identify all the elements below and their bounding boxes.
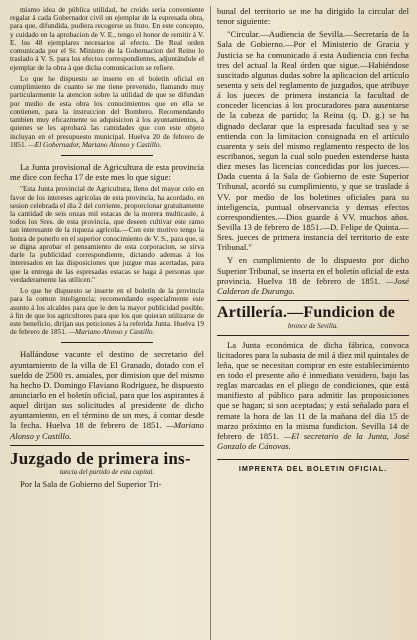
paragraph: Por la Sala de Gobierno del Superior Tri- [20, 478, 162, 489]
paragraph: La Junta provisional de Agricultura de esta provincia me dice con fecha 17 de este mes lo que sigue: [10, 161, 204, 183]
paragraph: Lo que he dispuesto se inserte en el boletín de la provincia para la comun inteligencia; recomendando especialmente este asunto á los alcaldes para que le den la mayor publicidad posible, á fin de que los agricultores para que los que quieran utilizarse de este beneficio, dirijan sus peticiones á la referida Junta. Huelva 19 de febrero de 1851. —Mariano Alonso y Castillo. [10, 286, 204, 337]
signature: —Mariano Alonso y Castillo. [68, 327, 155, 337]
section-heading: Artillería.—Fundicion de [216, 303, 396, 321]
signature: —El secretario de la Junta, José Gonzalo de Cánovas. [216, 430, 409, 452]
paragraph: La Junta económica de dicha fábrica, convoca licitadores para la subasta de mil á diez mil quintales de leña, que se necesitan comprar en este establecimiento en todo el presente año é inmediato venidero, bajo las reglas marcadas en el pliego de condiciones, que está manifiesto al público para admitir las proposiciones que se hagan; si son aceptadas; y está señalado para el remate la hora de las 11 de la mañana del día 15 de marzo próximo en la misma fundicion. Sevilla 14 de febrero de 1851. —El secretario de la Junta, José Gonzalo de Cánovas. [216, 339, 409, 452]
paragraph: Y en cumplimiento de lo dispuesto por dicho Superior Tribunal, se inserta en el boletín oficial de esta provincia. Huelva 18 de febrero de 1851. —José Calderon de Durango. [216, 255, 409, 296]
paragraph: Lo que he dispuesto se inserte en el boletín oficial en cumplimiento de cuanto se me tiene prevenido, llamando muy particularmente la atencion sobre la utilidad de que se difundan por medio de esta obra los conocimientos que en ella se contienen, para la instruccion del Bombero. Recomendando tambien muy eficazmente su adquisicion á los ayuntamientos, á quienes se les aprobará las cantidades que con este objeto incluyan en el presupuesto municipal. Huelva 20 de febrero de 1851. —El Gobernador, Mariano Alonso y Castillo. [10, 73, 204, 149]
paragraph: "Circular.—Audiencia de Sevilla.—Secretaría de la Sala de Gobierno.—Por el Ministerio de Gracia y Justicia se ha comunicado á esta Audiencia con fecha tres del actual la Real órden que sigue.—Habiéndose suscitado algunas dudas sobre la aplicacion del artículo sesenta y seis del reglamento de juzgados, que atribuye á los jueces de primera instancia la facultad de conceder licencias á los procuradores para ausentarse de la cabeza de partido; la Reina (q. D. g.) se ha dignado declarar que la espresada facultad sea y se entienda con la limitacion consignada en el artículo cuarenta y seis del mismo reglamento respecto de los escribanos, segun la cual solo pueden estenderse hasta diez meses las licencias concedidas por los jueces.—Dada cuenta á la Sala de Gobierno de este Superior Tribunal, acordó su cumplimiento, y que se traslade á VV. por medio de los boletines oficiales para su inteligencia, puntual observancia y demas efectos correspondientes.—Dios guarde á VV. muchos años. Sevilla 13 de febrero de 1851.—D. Felipe de Quinta.—Sres. jueces de primera instancia del territorio de este Tribunal." [216, 29, 409, 253]
paragraph: "Esta Junta provincial de Agricultura, lleno del mayor celo en favor de los intereses agrícolas de esta provincia, ha acordado, en sesion celebrada el dia 2 del corriente, proporcionar gratuitamente la cantidad de seis onzas mil estacas de la morera multicaule, á todos los Sres. de esta provincia, que deseen cultivar este ramo tan interesante de la riqueza agrícola.—Con este motivo tengo la honra de ponerlo en el superior conocimiento de V. S., para que, si se digna aprobar el pensamiento de esta corporacion, se sirva darle la publicidad correspondiente, dictando ademas á los interesados en las disposiciones que juzgue mas acertadas, para que la entrega de las espresadas estacas se haga á personas que verdaderamente las utilicen." [10, 184, 204, 284]
section-subheading: tancia del partido de esta capital. [59, 467, 155, 476]
section-heading: Juzgado de primera ins- [10, 448, 191, 468]
column-container [10, 6, 409, 640]
paragraph: Hallándose vacante el destino de secretario del ayuntamiento de la villa de El Granado, dotado con el sueldo de 2500 rs. anuales, por dimision que del mismo ha hecho D. Domingo Flaviano Rodriguez, he dispuesto anunciarlo en el boletín oficial, para que los aspirantes á aquel dirijan sus solicitudes al presidente de dicho ayuntamiento, en el término de un mes, á contar desde la fecha. Huelva 18 de febrero de 1851. —Mariano Alonso y Castillo. [10, 349, 204, 441]
paragraph: mismo idea de pública utilidad, he creído sería conveniente regalar á cada Gobernador civil un ejemplar de la espresada obra, para que, difundida, pudiera recogerse su fruto. En este concepto, y cuidado en la aprobacion de V. E., tengo el honor de remitir á V. E. los 48 ejemplares necesarios al efecto. De Real orden comunicada por el Sr. Ministro de la Gobernacion del Reino lo traslado á V. S. para los efectos correspondientes, adjuntándole el ejemplar de la obra á que dicha comunicacion se refiere. [10, 6, 204, 72]
paragraph: bunal del territorio se me ha dirigido la circular del tenor siguiente: [216, 6, 409, 27]
divider [61, 342, 153, 343]
signature: —El Gobernador, Mariano Alonso y Castillo. [28, 139, 162, 149]
printer-imprint: IMPRENTA DEL BOLETIN OFICIAL. [238, 464, 388, 474]
section-rule [217, 300, 409, 301]
signature: —José Calderon de Durango. [216, 275, 409, 296]
left-column [10, 6, 204, 640]
divider [61, 155, 153, 156]
section-rule [10, 445, 204, 446]
right-column [210, 6, 409, 640]
signature: —Mariano Alonso y Castillo. [10, 420, 204, 441]
section-subheading: bronce de Sevilla. [287, 321, 339, 330]
section-rule [217, 335, 409, 336]
